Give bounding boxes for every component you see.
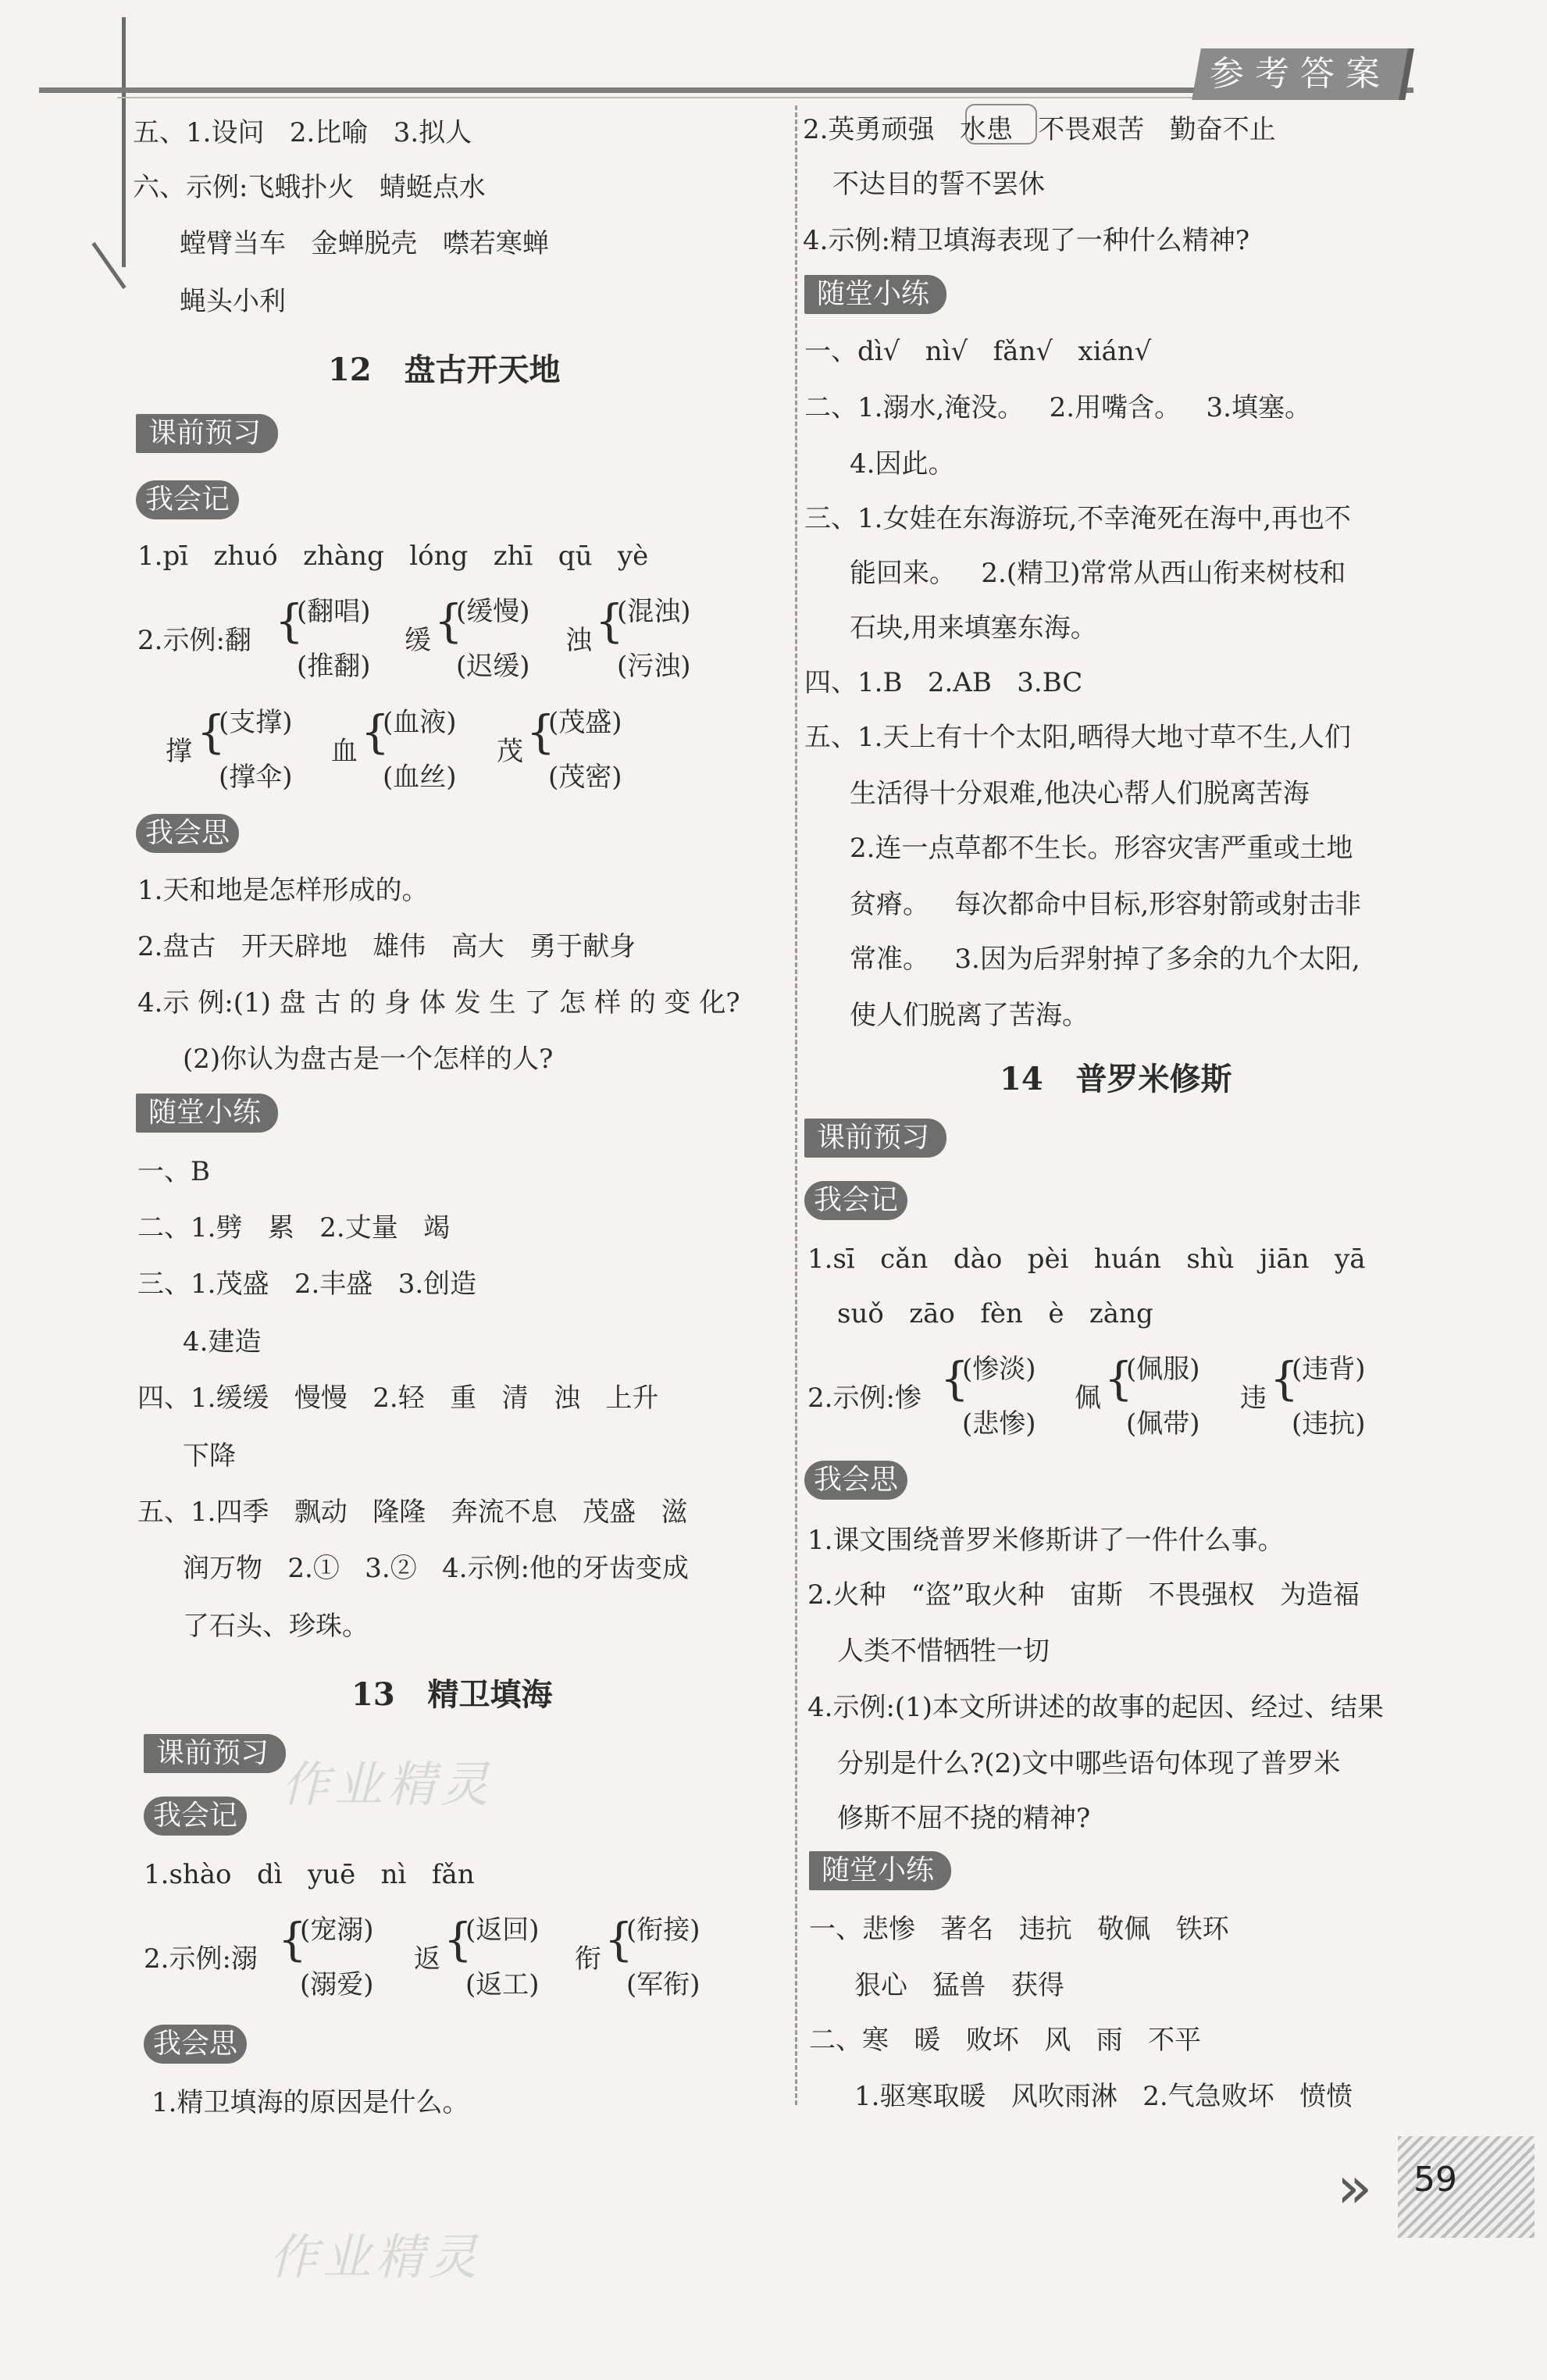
text-line: 1.天和地是怎样形成的。	[137, 875, 429, 906]
word-group	[526, 701, 622, 857]
word-group-bottom: (血丝)	[383, 762, 457, 793]
tag-remember: 我会记	[144, 1797, 247, 1836]
word-group-bottom: (推翻)	[297, 651, 371, 682]
text-line: 螳臂当车 金蝉脱壳 噤若寒蝉	[180, 228, 549, 259]
watermark-text: 作业精灵	[269, 2228, 483, 2285]
text-line: 六、示例:飞蛾扑火 蜻蜓点水	[133, 172, 486, 203]
tag-think: 我会思	[136, 814, 239, 853]
word-group	[1104, 1347, 1200, 1504]
text-line: 1.sī cǎn dào pèi huán shù jiān yā	[807, 1244, 1366, 1275]
text-line: 2.火种 “盗”取火种 宙斯 不畏强权 为造福	[807, 1579, 1360, 1611]
word-group-bottom: (溺爱)	[300, 1969, 374, 2000]
word-char: 佩	[1075, 1383, 1101, 1414]
text-line: suǒ zāo fèn è zàng	[837, 1298, 1153, 1329]
tag-preview: 课前预习	[136, 414, 278, 453]
word-char: 缓	[405, 625, 431, 656]
text-line: 能回来。 2.(精卫)常常从西山衔来树枝和	[850, 558, 1346, 589]
text-line: 2.示例:溺	[144, 1943, 258, 1975]
lesson-title-14: 14 普罗米修斯	[1000, 1061, 1232, 1097]
word-group	[940, 1347, 1036, 1504]
word-char: 撑	[166, 736, 192, 767]
header-answer-label: 参考答案	[1209, 54, 1391, 94]
word-group-bottom: (军衔)	[626, 1969, 700, 2000]
word-group-bottom: (茂密)	[548, 762, 622, 793]
tag-preview: 课前预习	[144, 1734, 286, 1773]
text-line: 4.建造	[183, 1326, 262, 1358]
text-line: 了石头、珍珠。	[183, 1611, 369, 1642]
text-line: 1.驱寒取暖 风吹雨淋 2.气急败坏 愤愤	[854, 2081, 1353, 2112]
text-line: 贫瘠。 每次都命中目标,形容射箭或射击非	[850, 889, 1362, 920]
tag-think: 我会思	[804, 1461, 907, 1500]
word-char: 返	[414, 1943, 440, 1975]
word-group-top: (混浊)	[617, 596, 691, 627]
brace: {	[278, 1913, 307, 1966]
watermark-text: 作业精灵	[281, 1756, 494, 1813]
text-line: (2)你认为盘古是一个怎样的人?	[183, 1044, 554, 1075]
text-line: 一、悲惨 著名 违抗 敬佩 铁环	[809, 1914, 1229, 1945]
word-group-bottom: (佩带)	[1126, 1408, 1200, 1440]
word-group-top: (翻唱)	[297, 596, 371, 627]
text-line: 润万物 2.① 3.② 4.示例:他的牙齿变成	[183, 1553, 690, 1584]
word-group	[444, 1908, 540, 2064]
text-line: 一、B	[137, 1156, 210, 1187]
text-line: 五、1.四季 飘动 隆隆 奔流不息 茂盛 滋	[137, 1497, 688, 1528]
word-group-top: (缓慢)	[456, 596, 530, 627]
text-line: 1.课文围绕普罗米修斯讲了一件什么事。	[807, 1525, 1285, 1556]
double-chevron-icon: »	[1337, 2154, 1373, 2221]
text-line: 2.连一点草都不生长。形容灾害严重或土地	[850, 833, 1353, 864]
column-divider	[795, 105, 797, 2105]
brace: {	[595, 594, 624, 648]
text-line: 4.因此。	[850, 448, 955, 480]
text-line: 下降	[183, 1440, 236, 1472]
text-line: 狠心 猛兽 获得	[854, 1970, 1064, 2001]
text-line: 二、寒 暖 败坏 风 雨 不平	[809, 2025, 1202, 2056]
text-line: 4.示 例:(1) 盘 古 的 身 体 发 生 了 怎 样 的 变 化?	[137, 987, 740, 1019]
brace: {	[940, 1352, 969, 1405]
word-group-bottom: (迟缓)	[456, 651, 530, 682]
tag-preview: 课前预习	[804, 1119, 946, 1158]
text-line: 2.示例:翻	[137, 625, 251, 656]
brace: {	[275, 594, 304, 648]
text-line: 1.pī zhuó zhàng lóng zhī qū yè	[137, 541, 649, 572]
tag-remember: 我会记	[136, 480, 239, 519]
text-line: 二、1.溺水,淹没。 2.用嘴含。 3.填塞。	[804, 392, 1311, 423]
word-group-bottom: (悲惨)	[962, 1408, 1036, 1440]
text-line: 人类不惜牺牲一切	[837, 1636, 1050, 1667]
lesson-title-12: 12 盘古开天地	[328, 351, 561, 388]
word-group-top: (佩服)	[1126, 1354, 1200, 1385]
text-line: 1.shào dì yuē nì fǎn	[144, 1859, 475, 1890]
text-line: 1.精卫填海的原因是什么。	[151, 2087, 469, 2118]
tag-think: 我会思	[144, 2025, 247, 2064]
text-line: 五、1.设问 2.比喻 3.拟人	[133, 117, 472, 148]
word-char: 违	[1240, 1383, 1267, 1414]
brace: {	[434, 594, 463, 648]
word-group-bottom: (撑伞)	[219, 762, 293, 793]
word-group-bottom: (返工)	[465, 1969, 540, 2000]
text-line: 蝇头小利	[180, 286, 286, 317]
word-group-top: (返回)	[465, 1914, 540, 1946]
brace: {	[604, 1913, 633, 1966]
margin-line	[122, 17, 126, 267]
word-group	[604, 1908, 700, 2064]
text-line: 不达目的誓不罢休	[832, 169, 1045, 200]
text-line: 4.示例:(1)本文所讲述的故事的起因、经过、结果	[807, 1692, 1385, 1723]
tag-practice: 随堂小练	[136, 1094, 278, 1133]
brace: {	[197, 705, 226, 758]
text-line: 二、1.劈 累 2.丈量 竭	[137, 1212, 451, 1244]
word-group	[1270, 1347, 1366, 1504]
word-group-bottom: (污浊)	[617, 651, 691, 682]
word-group-top: (血液)	[383, 707, 457, 738]
text-line: 五、1.天上有十个太阳,晒得大地寸草不生,人们	[804, 722, 1352, 753]
tag-practice: 随堂小练	[809, 1851, 951, 1890]
word-char: 茂	[497, 736, 523, 767]
text-line: 4.示例:精卫填海表现了一种什么精神?	[803, 225, 1250, 256]
word-group-bottom: (违抗)	[1292, 1408, 1366, 1440]
word-group-top: (宠溺)	[300, 1914, 374, 1946]
page-number: 59	[1413, 2160, 1457, 2200]
word-group-top: (衔接)	[626, 1914, 700, 1946]
word-group-top: (茂盛)	[548, 707, 622, 738]
text-line: 三、1.女娃在东海游玩,不幸淹死在海中,再也不	[804, 503, 1352, 534]
text-line: 2.示例:惨	[807, 1383, 921, 1414]
text-line: 四、1.B 2.AB 3.BC	[804, 667, 1083, 698]
header-answer-tag	[1192, 48, 1414, 100]
text-line: 一、dì√ nì√ fǎn√ xián√	[804, 336, 1152, 367]
text-line: 四、1.缓缓 慢慢 2.轻 重 清 浊 上升	[137, 1383, 659, 1414]
text-line: 2.盘古 开天辟地 雄伟 高大 勇于献身	[137, 931, 636, 962]
word-char: 衔	[575, 1943, 601, 1975]
tag-remember: 我会记	[804, 1181, 907, 1220]
brace: {	[526, 705, 555, 758]
text-line: 分别是什么?(2)文中哪些语句体现了普罗米	[837, 1748, 1341, 1779]
text-line: 三、1.茂盛 2.丰盛 3.创造	[137, 1269, 477, 1300]
text-line: 修斯不屈不挠的精神?	[837, 1803, 1091, 1834]
brace: {	[444, 1913, 472, 1966]
brace: {	[1270, 1352, 1299, 1405]
word-group	[278, 1908, 374, 2064]
text-line: 生活得十分艰难,他决心帮人们脱离苦海	[850, 778, 1310, 809]
tag-practice: 随堂小练	[804, 275, 946, 314]
text-line: 2.英勇顽强 水患 不畏艰苦 勤奋不止	[803, 114, 1276, 145]
word-char: 浊	[565, 625, 592, 656]
word-group-top: (惨淡)	[962, 1354, 1036, 1385]
text-line: 常准。 3.因为后羿射掉了多余的九个太阳,	[850, 944, 1360, 975]
brace: {	[361, 705, 390, 758]
word-group-top: (违背)	[1292, 1354, 1366, 1385]
margin-line-tick	[91, 242, 126, 289]
text-line: 使人们脱离了苦海。	[850, 1000, 1089, 1031]
text-line: 石块,用来填塞东海。	[850, 612, 1097, 644]
word-char: 血	[331, 736, 358, 767]
lesson-title-13: 13 精卫填海	[351, 1676, 553, 1713]
brace: {	[1104, 1352, 1133, 1405]
word-group-top: (支撑)	[219, 707, 293, 738]
word-group	[361, 701, 457, 857]
